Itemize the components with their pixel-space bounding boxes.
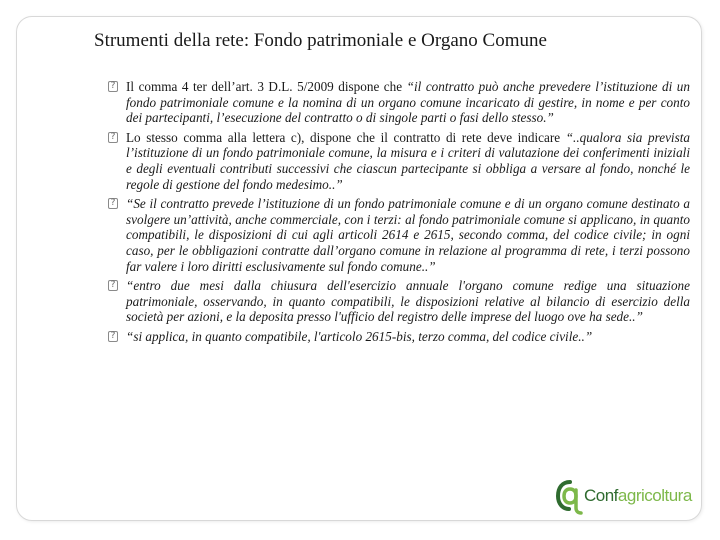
bullet-marker-icon: ? [108,331,118,342]
logo-text-suffix: agricoltura [617,486,692,505]
slide-title: Strumenti della rete: Fondo patrimoniale e Organo Comune [94,30,547,51]
bullet-marker-icon: ? [108,280,118,291]
confagricoltura-emblem-icon [556,478,584,516]
bullet-item [110,196,690,274]
bullet-quote: “Se il contratto prevede l’istituzione di un fondo patrimoniale comune e di un organo comune destinato a svolgere un’attività, anche commerciale, con i terzi: al fondo patrimoniale comune si applicano, in quanto compatibili, le disposizioni di cui agli articoli 2614 e 2615, secondo comma, del codice civile; in ogni caso, per le obbligazioni contratte dall’organo comune in relazione al programma di rete, i terzi possono far valere i loro diritti esclusivamente sul fondo comune..” [126,196,690,274]
bullet-list [110,79,690,349]
bullet-quote: “si applica, in quanto compatibile, l'articolo 2615-bis, terzo comma, del codice civile..” [126,328,593,344]
bullet-text [126,130,690,192]
confagricoltura-logo [556,478,696,516]
bullet-text [126,79,690,126]
bullet-quote: “entro due mesi dalla chiusura dell'esercizio annuale l'organo comune redige una situazione patrimoniale, osservando, in quanto compatibili, le disposizioni relative al bilancio di esercizio della società per azioni, e la deposita presso l'ufficio del registro delle imprese del luogo ove ha sede..” [126,278,690,325]
bullet-item [110,79,690,126]
bullet-item [110,129,690,192]
bullet-quote: “..qualora sia prevista l’istituzione di un fondo patrimoniale comune, la misura e i criteri di valutazione dei conferimenti iniziali e degli eventuali contributi successivi che ciascun partecipante si obbliga a versare al fondo, nonché le regole di gestione del fondo medesimo..” [126,129,690,192]
logo-text-prefix: Conf [584,486,618,505]
bullet-lead: Il comma 4 ter dell’art. 3 D.L. 5/2009 dispone che [126,79,407,94]
logo-wordmark [584,486,692,506]
bullet-marker-icon: ? [108,198,118,209]
bullet-marker-icon: ? [108,81,118,92]
bullet-quote: “il contratto può anche prevedere l’istituzione di un fondo patrimoniale comune e la nomina di un organo comune incaricato di gestire, in nome e per conto dei partecipanti, l’esecuzione del contratto o di singole parti o fasi dello stesso.” [126,79,690,126]
bullet-marker-icon: ? [108,132,118,143]
bullet-item [110,328,690,345]
bullet-lead: Lo stesso comma alla lettera c), dispone che il contratto di rete deve indicare [126,129,566,145]
bullet-item [110,278,690,325]
